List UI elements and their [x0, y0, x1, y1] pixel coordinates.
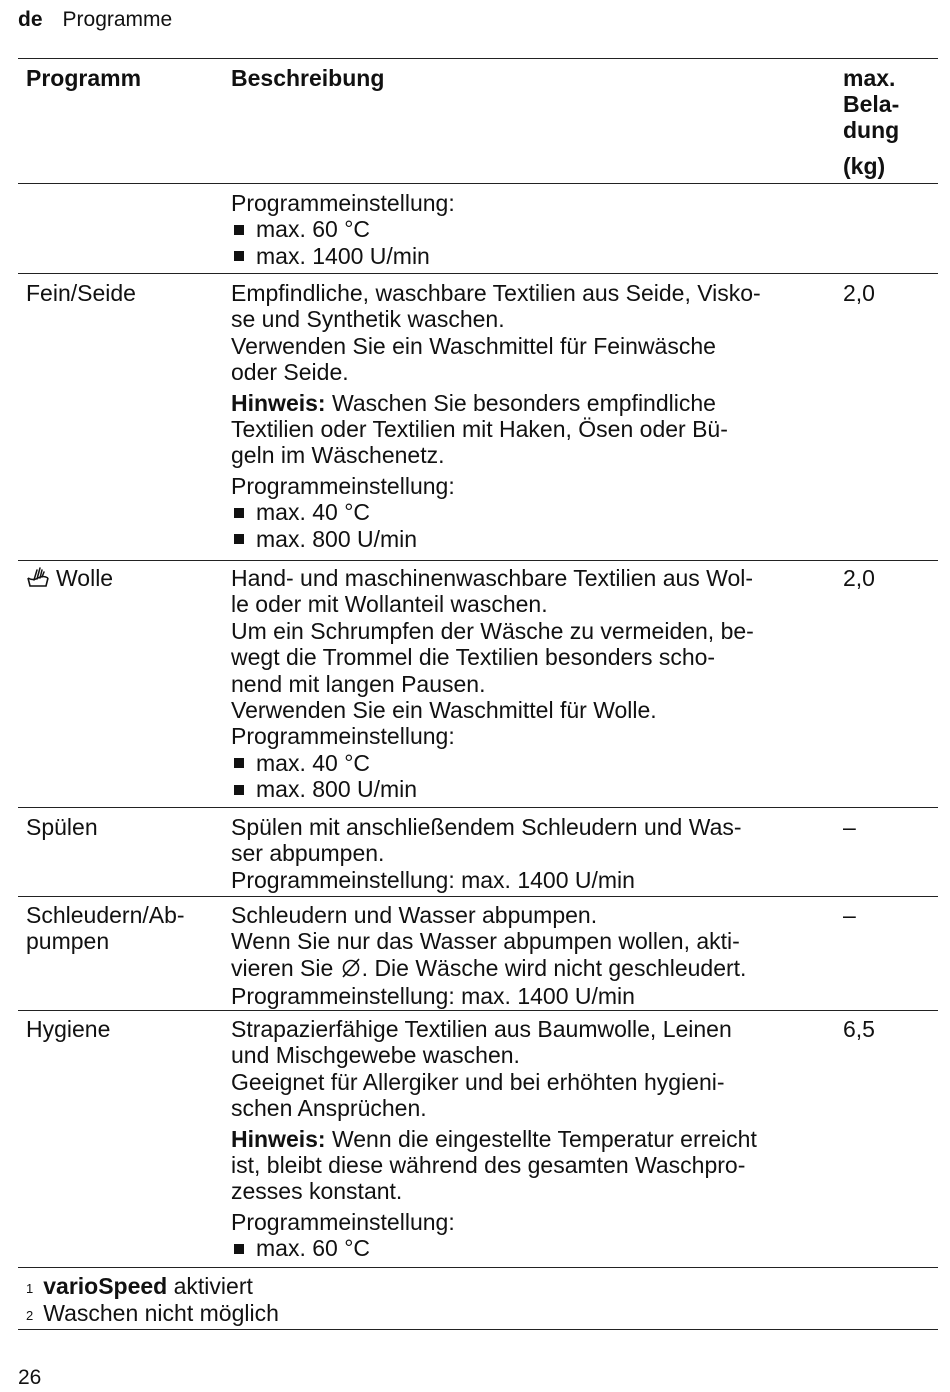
bullet-square-icon — [234, 251, 244, 261]
description-line: nend mit langen Pausen. — [231, 670, 486, 697]
description-wolle — [231, 565, 831, 803]
description-schleudern — [231, 902, 831, 1010]
description-line: ser abpumpen. — [231, 840, 385, 867]
row-rule — [18, 807, 938, 808]
program-label: Wolle — [56, 565, 114, 591]
description-line: Wenn Sie nur das Wasser abpumpen wollen, akti- — [231, 928, 740, 955]
settings-label: Programmeinstellung: — [231, 472, 455, 499]
header-program: Programm — [26, 65, 142, 91]
description-hygiene — [231, 1016, 831, 1262]
settings-line: Programmeinstellung: max. 1400 U/min — [231, 866, 635, 893]
note-line: geln im Wäschenetz. — [231, 442, 445, 469]
description-line: Verwenden Sie ein Waschmittel für Wolle. — [231, 697, 657, 724]
program-hygiene: Hygiene — [26, 1016, 111, 1042]
description-line: Strapazierfähige Textilien aus Baumwolle, Leinen — [231, 1016, 732, 1042]
row-rule — [18, 896, 938, 897]
header-load-line: max. — [843, 65, 896, 91]
program-spuelen: Spülen — [26, 814, 98, 840]
load-hygiene: 6,5 — [843, 1016, 875, 1042]
bullet-square-icon — [234, 758, 244, 768]
description-line: Spülen mit anschließendem Schleudern und Was- — [231, 814, 742, 840]
header-description: Beschreibung — [231, 65, 385, 91]
page-number: 26 — [18, 1366, 42, 1389]
note-line: Textilien oder Textilien mit Haken, Ösen oder Bü- — [231, 416, 728, 443]
header-load-unit: (kg) — [843, 153, 886, 179]
footnote-mark: 1 — [26, 1281, 34, 1296]
footnote-rule — [18, 1267, 938, 1268]
hand-wash-icon — [26, 566, 50, 593]
footnote-mark: 2 — [26, 1308, 34, 1323]
note-line: Hinweis: Wenn die eingestellte Temperatur erreicht — [231, 1125, 757, 1152]
description-line: se und Synthetik waschen. — [231, 306, 505, 333]
program-label-line: Schleudern/Ab- — [26, 902, 185, 928]
description-line: le oder mit Wollanteil waschen. — [231, 591, 548, 618]
header-load-line: dung — [843, 117, 900, 143]
description-line: vieren Sie . Die Wäsche wird nicht geschleudert. — [231, 955, 831, 983]
note-line: Hinweis: Waschen Sie besonders empfindliche — [231, 389, 716, 416]
footnotes — [26, 1273, 279, 1327]
bullet-item: max. 800 U/min — [231, 526, 831, 552]
description-line: Hand- und maschinenwaschbare Textilien aus Wol- — [231, 565, 754, 591]
bullet-item: max. 60 °C — [231, 1235, 831, 1261]
description-line: Geeignet für Allergiker und bei erhöhten hygieni- — [231, 1068, 725, 1095]
table-top-rule — [18, 58, 938, 59]
header-load-line: Bela- — [843, 91, 900, 117]
description-spuelen — [231, 814, 831, 893]
settings-label: Programmeinstellung: — [231, 1208, 455, 1235]
description-line: und Mischgewebe waschen. — [231, 1042, 520, 1069]
bullet-square-icon — [234, 508, 244, 518]
load-spuelen: – — [843, 814, 856, 840]
no-spin-icon — [340, 957, 362, 983]
description-line: Empfindliche, waschbare Textilien aus Seide, Visko- — [231, 280, 761, 306]
load-wolle: 2,0 — [843, 565, 875, 591]
description-line: oder Seide. — [231, 359, 349, 386]
settings-label: Programmeinstellung: — [231, 190, 455, 216]
note-label: Hinweis: — [231, 389, 326, 416]
description-fein-seide — [231, 280, 831, 552]
note-line: zesses konstant. — [231, 1178, 403, 1205]
settings-label: Programmeinstellung: — [231, 723, 455, 750]
bullet-item: max. 1400 U/min — [231, 243, 831, 269]
bullet-square-icon — [234, 534, 244, 544]
header-load — [843, 65, 933, 179]
bullet-item: max. 40 °C — [231, 750, 831, 776]
language-code: de — [18, 8, 43, 31]
program-schleudern-abpumpen — [26, 902, 221, 955]
settings-line: Programmeinstellung: max. 1400 U/min — [231, 983, 635, 1010]
row-rule — [18, 1010, 938, 1011]
footnote: $^2$ Waschen nicht möglich — [26, 1300, 279, 1326]
note-line: ist, bleibt diese während des gesamten Waschpro- — [231, 1152, 746, 1179]
bullet-square-icon — [234, 1244, 244, 1254]
bullet-item: max. 60 °C — [231, 216, 831, 242]
note-label: Hinweis: — [231, 1125, 326, 1152]
program-label-line: pumpen — [26, 928, 110, 955]
load-fein-seide: 2,0 — [843, 280, 875, 306]
continued-description — [231, 190, 831, 269]
bullet-item: max. 40 °C — [231, 499, 831, 525]
description-line: wegt die Trommel die Textilien besonders scho- — [231, 644, 716, 671]
row-rule — [18, 560, 938, 561]
bullet-item: max. 800 U/min — [231, 776, 831, 802]
row-rule — [18, 273, 938, 274]
description-line: schen Ansprüchen. — [231, 1095, 427, 1122]
running-head — [18, 8, 172, 32]
program-wolle — [26, 565, 221, 593]
table-bottom-rule — [18, 1329, 938, 1330]
section-title: Programme — [62, 8, 173, 31]
footnote: $^1$ varioSpeed aktiviert — [26, 1273, 253, 1299]
load-schleudern: – — [843, 902, 856, 928]
description-line: Um ein Schrumpfen der Wäsche zu vermeiden, be- — [231, 617, 754, 644]
header-rule — [18, 183, 938, 184]
bullet-square-icon — [234, 785, 244, 795]
bullet-square-icon — [234, 225, 244, 235]
description-line: Schleudern und Wasser abpumpen. — [231, 902, 598, 928]
description-line: Verwenden Sie ein Waschmittel für Feinwäsche — [231, 332, 716, 359]
program-fein-seide: Fein/Seide — [26, 280, 136, 306]
